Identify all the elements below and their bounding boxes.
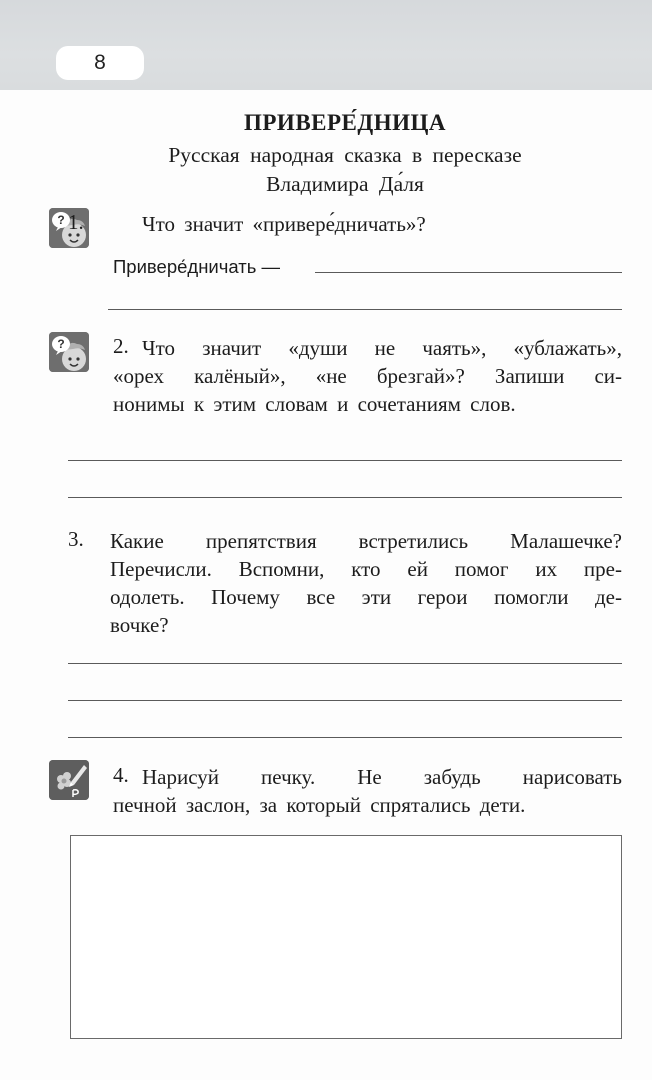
story-title: ПРИВЕРЕ́ДНИЦА bbox=[243, 110, 446, 135]
story-subtitle-line2: Владимира Да́ля bbox=[266, 172, 424, 196]
task-3-answer-line-3[interactable] bbox=[68, 737, 622, 738]
task-1-question bbox=[142, 210, 652, 238]
task-4-question bbox=[113, 763, 622, 819]
task-2-line: нонимы к этим словам и сочетаниям слов. bbox=[113, 392, 516, 416]
draw-pencil-icon bbox=[49, 760, 89, 800]
task-2-number: 2. bbox=[113, 334, 129, 358]
svg-text:?: ? bbox=[57, 337, 65, 351]
task-1-answer-line-2[interactable] bbox=[108, 309, 622, 310]
question-child-icon bbox=[49, 332, 89, 372]
task-3-line: Какие препятствия встретились Малашечке? bbox=[110, 529, 622, 553]
task-3-line: вочке? bbox=[110, 613, 169, 637]
task-3-question bbox=[110, 527, 622, 639]
task-1-line: Что значит «привере́дничать»? bbox=[142, 212, 426, 236]
task-1-answer-prefix: Привере́дничать — bbox=[113, 256, 281, 277]
task-4-line: печной заслон, за который спрятались дети. bbox=[113, 793, 526, 817]
task-2-question bbox=[113, 334, 622, 418]
task-1-number: 1. bbox=[68, 210, 84, 234]
task-2-answer-line-1[interactable] bbox=[68, 460, 622, 461]
task-2-answer-line-2[interactable] bbox=[68, 497, 622, 498]
svg-text:?: ? bbox=[57, 213, 65, 227]
task-2-line: «орех калёный», «не брезгай»? Запиши си- bbox=[113, 364, 622, 388]
task-1-answer-line-1[interactable] bbox=[315, 272, 622, 273]
task-3-answer-line-1[interactable] bbox=[68, 663, 622, 664]
drawing-answer-box[interactable] bbox=[70, 835, 622, 1039]
task-3-line: Перечисли. Вспомни, кто ей помог их пре- bbox=[110, 557, 622, 581]
task-3-answer-line-2[interactable] bbox=[68, 700, 622, 701]
page-number: 8 bbox=[56, 46, 144, 80]
task-4-number: 4. bbox=[113, 763, 129, 787]
task-3-line: одолеть. Почему все эти герои помогли де- bbox=[110, 585, 622, 609]
task-3-number: 3. bbox=[68, 527, 84, 551]
task-4-line: Нарисуй печку. Не забудь нарисовать bbox=[142, 765, 622, 789]
task-2-line: Что значит «души не чаять», «ублажать», bbox=[142, 336, 622, 360]
story-subtitle-line1: Русская народная сказка в пересказе bbox=[168, 143, 522, 167]
